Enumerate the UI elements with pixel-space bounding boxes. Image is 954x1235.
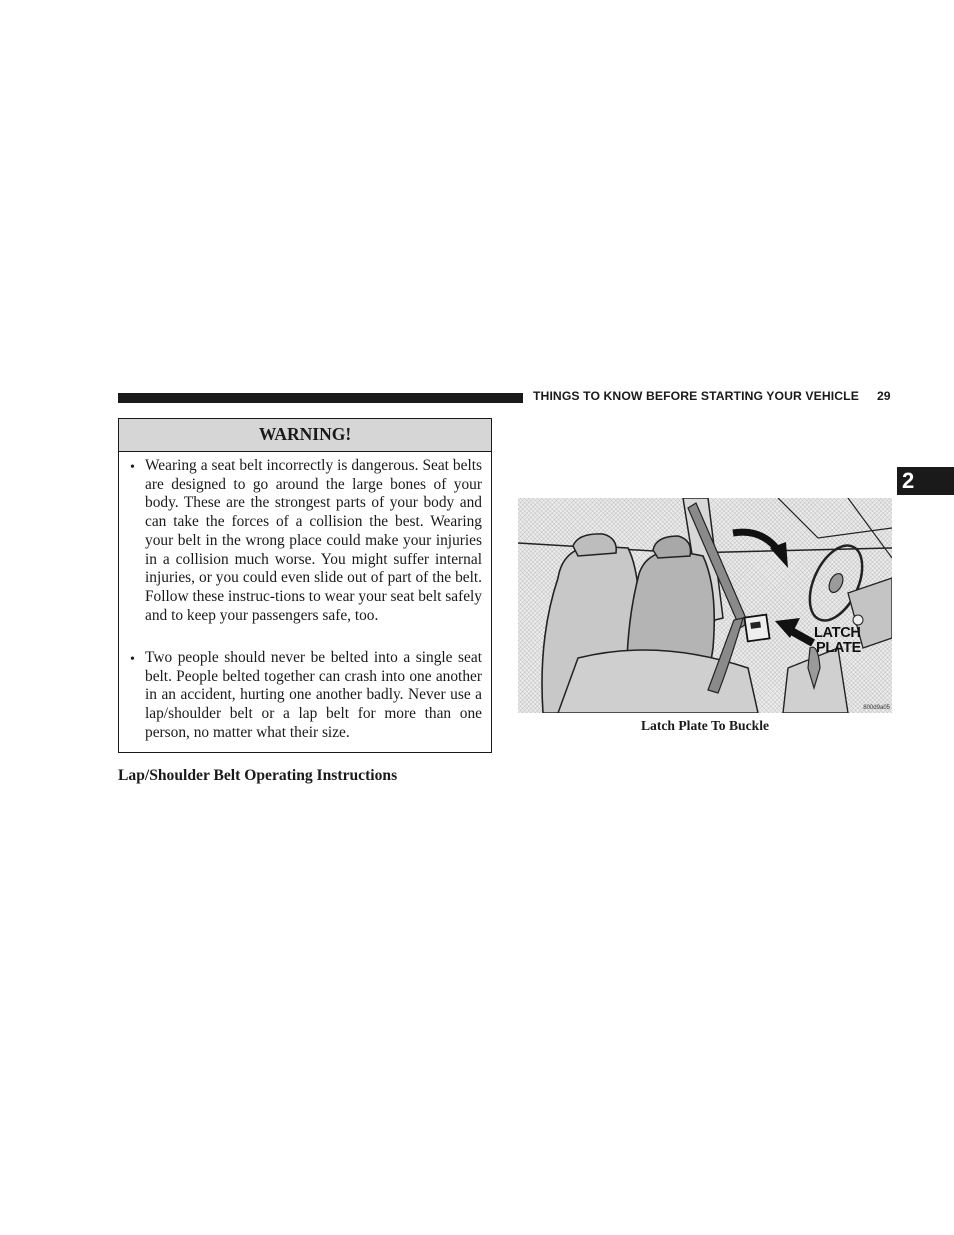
latch-label-line1: LATCH bbox=[814, 625, 861, 641]
latch-label-line2: PLATE bbox=[816, 640, 861, 656]
bullet-icon: • bbox=[130, 460, 135, 475]
warning-title: WARNING! bbox=[119, 419, 491, 452]
header-rule bbox=[118, 393, 523, 403]
warning-item: Wearing a seat belt incorrectly is dangerous. Seat belts are designed to go around the large bones of your body. These are the strongest parts of your body and can take the forces of a collision the best. Wearing your belt in the wrong place could make your injuries in a collision much worse. You might suffer internal injuries, or you could even slide out of part of the belt. Follow these instruc-tions to wear your seat belt safely and to keep your passengers safe, too. bbox=[145, 457, 482, 624]
figure-caption: Latch Plate To Buckle bbox=[640, 718, 770, 733]
seat-belt-drawing bbox=[518, 498, 892, 713]
bullet-icon: • bbox=[130, 652, 135, 667]
chapter-tab: 2 bbox=[897, 467, 954, 495]
warning-item: Two people should never be belted into a single seat belt. People belted together can crash into one another in an accident, hurting one another badly. Never use a lap/shoulder belt or a lap belt for more than one person, no matter what their size. bbox=[145, 649, 482, 741]
section-heading: Lap/Shoulder Belt Operating Instructions bbox=[118, 767, 398, 784]
figure-code: 800d9a05 bbox=[863, 705, 890, 711]
latch-plate-illustration bbox=[518, 498, 892, 713]
warning-box bbox=[118, 418, 492, 753]
running-header-title: THINGS TO KNOW BEFORE STARTING YOUR VEHICLE bbox=[533, 389, 859, 403]
page-number: 29 bbox=[877, 389, 891, 403]
